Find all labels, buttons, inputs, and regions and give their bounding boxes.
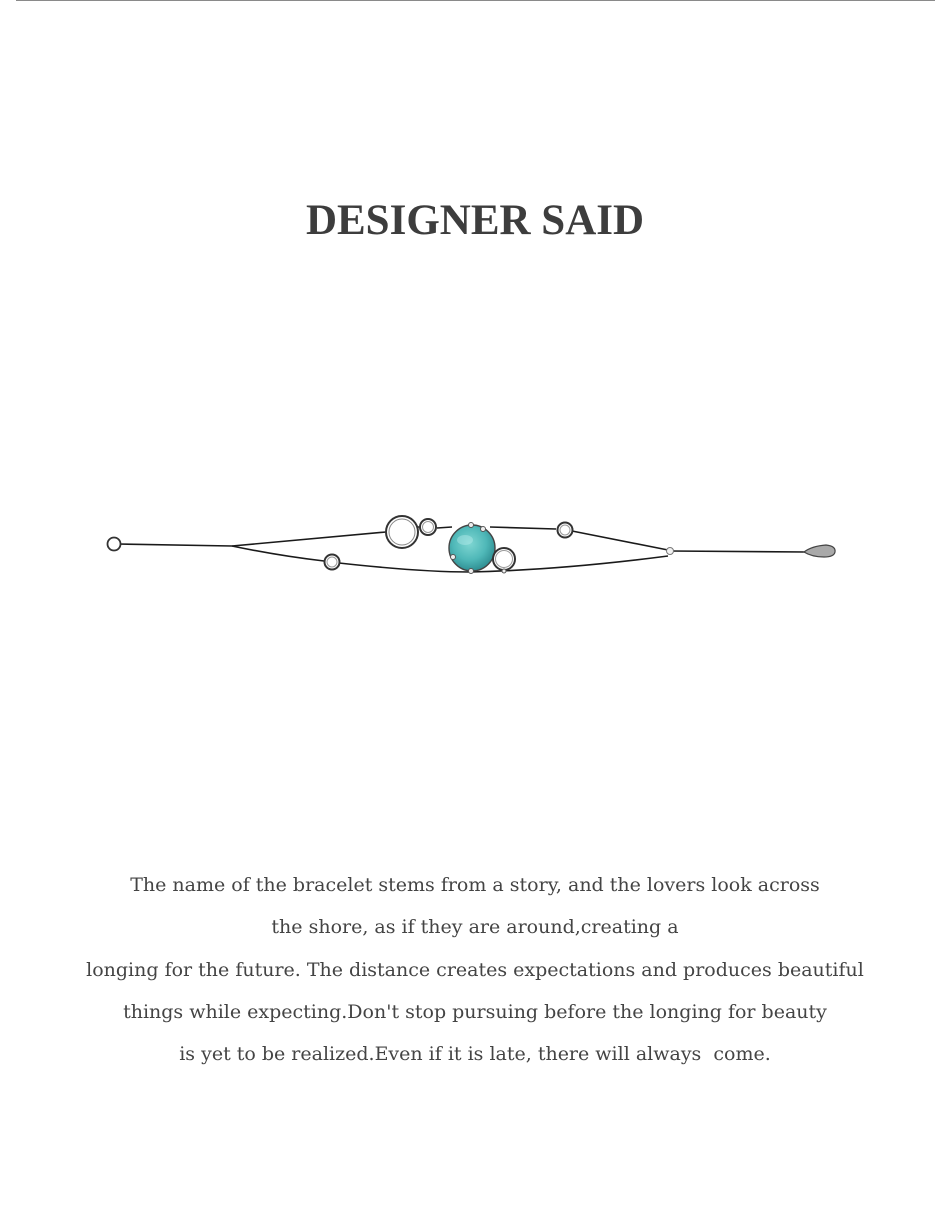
end-tag-icon <box>804 545 835 557</box>
gem-side-ring-icon <box>493 548 515 570</box>
story-line: things while expecting.Don't stop pursuing before the longing for beauty <box>123 1000 827 1023</box>
left-chain <box>118 544 232 546</box>
bracelet-illustration <box>0 500 950 590</box>
top-frame-border <box>16 0 935 1</box>
story-line: The name of the bracelet stems from a story, and the lovers look across <box>130 874 820 896</box>
junction-bead-icon <box>667 548 674 555</box>
large-ring-icon <box>386 516 418 548</box>
clasp-ring-icon <box>108 538 121 551</box>
designer-story-text <box>0 864 950 1075</box>
gem-stone-icon <box>449 525 495 571</box>
story-line: the shore, as if they are around,creating a <box>271 916 679 939</box>
right-chain <box>670 551 806 552</box>
story-line: longing for the future. The distance creates expectations and produces beautiful <box>86 958 864 981</box>
section-title: DESIGNER SAID <box>305 197 645 244</box>
story-line: is yet to be realized.Even if it is late, there will always come. <box>179 1043 771 1066</box>
